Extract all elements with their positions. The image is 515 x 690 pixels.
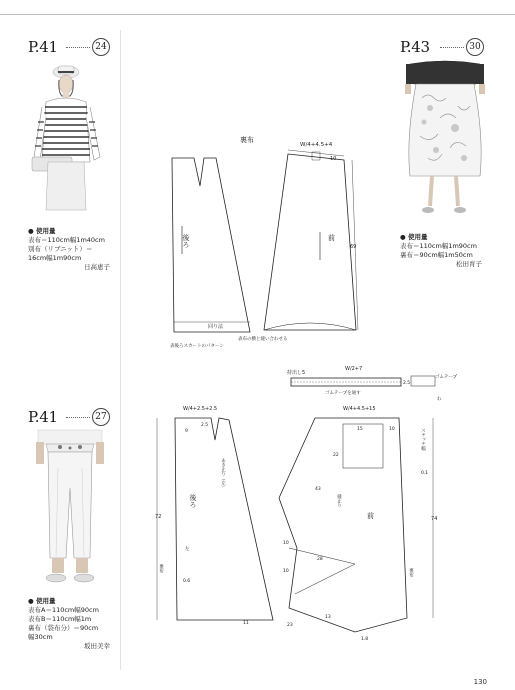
note-side-seam: 表布の横と縫い合わせる — [238, 337, 288, 342]
materials-line: 16cm幅1m90cm — [28, 254, 82, 262]
d-0-6: 0.6 — [183, 579, 191, 584]
front-label: 前 — [328, 234, 335, 242]
d-13: 13 — [325, 615, 331, 620]
lining-note-front: 裏布 — [408, 568, 414, 577]
d-1-8: 1.8 — [361, 637, 369, 642]
dim-69: 69 — [350, 244, 357, 250]
entry-page-label — [400, 38, 430, 56]
back-label: 後ろ — [182, 234, 190, 248]
front-skirt-label: 前 — [367, 512, 374, 520]
model-photo-striped-top — [28, 62, 108, 212]
tape-label: ゴムテープ — [435, 375, 458, 380]
d-10b: 10 — [283, 541, 289, 546]
materials-line: 裏布（袋布分）＝90cm — [28, 624, 99, 632]
materials-block — [400, 233, 482, 269]
lining-title: 裏布 — [240, 136, 254, 144]
leader-dots — [66, 417, 90, 418]
d-22: 22 — [333, 453, 339, 458]
note-back-pattern: 表後ろスカートのパターン — [170, 344, 224, 349]
waistband-label: 持出し5 — [287, 370, 306, 376]
sidebar-divider — [120, 30, 121, 670]
d-74: 74 — [431, 516, 438, 522]
model-photo-printed-skirt — [400, 58, 490, 223]
d-28: 28 — [317, 557, 323, 562]
materials-line: 表布＝110cm幅1m40cm — [28, 236, 105, 244]
pocket-outline — [343, 424, 383, 468]
fold-mark: わ — [437, 397, 442, 402]
materials-heading: ● 使用量 — [28, 597, 56, 605]
waist-formula: W/4+4.5+4 — [300, 142, 333, 148]
materials-line: 幅30cm — [28, 633, 53, 641]
materials-line: 表布＝110cm幅1m90cm — [400, 242, 477, 250]
entry-page-number: P.41 — [28, 408, 58, 426]
front-waist-formula: W/4+4.5+15 — [343, 406, 376, 412]
leader-dots — [66, 47, 90, 48]
d-2-5: 2.5 — [201, 423, 209, 428]
d-9: 9 — [185, 429, 188, 434]
back-skirt-piece — [175, 418, 273, 620]
materials-line: 表布B＝110cm幅1m — [28, 615, 92, 623]
materials-heading: ● 使用量 — [28, 227, 56, 235]
materials-block — [28, 597, 110, 651]
materials-line: 表布A＝110cm幅90cm — [28, 606, 99, 614]
outer-skirt-pattern — [155, 398, 445, 648]
stitch-label: ステッチ幅 — [420, 428, 426, 451]
materials-line: 別布（リブニット）＝ — [28, 245, 93, 253]
materials-block — [28, 227, 110, 272]
dim-10: 10 — [330, 156, 337, 162]
entry-page-number: P.43 — [400, 38, 430, 56]
side-left: 左 — [185, 547, 190, 552]
waistband-formula: W/2+7 — [345, 366, 363, 372]
pattern-number-badge: 24 — [92, 38, 110, 56]
d-11: 11 — [243, 621, 249, 626]
model-photo-white-pants — [30, 428, 110, 593]
stitch-width: 0.1 — [421, 471, 429, 476]
back-skirt-label: 後ろ — [189, 494, 197, 508]
d-10c: 10 — [283, 569, 289, 574]
lining-skirt-pattern — [160, 130, 360, 350]
waistband-pattern — [285, 362, 465, 402]
waistband-dim: 2.5 — [403, 381, 411, 386]
d-15: 15 — [357, 427, 363, 432]
lining-note: 裏布 — [158, 564, 164, 573]
materials-heading: ● 使用量 — [400, 233, 428, 241]
hem-label: 回り法 — [208, 324, 224, 330]
page-number: 130 — [473, 678, 487, 686]
entry-page-label — [28, 408, 58, 426]
designer-name: 坂田美幸 — [84, 642, 110, 650]
back-waist-formula: W/4+2.5+2.5 — [183, 406, 218, 412]
waistband-note: ゴムテープを通す — [325, 391, 361, 396]
pattern-number-badge: 30 — [466, 38, 484, 56]
d-43: 43 — [315, 487, 321, 492]
entry-page-number: P.41 — [28, 38, 58, 56]
leader-dots — [440, 47, 464, 48]
materials-line: 裏布＝90cm幅1m50cm — [400, 251, 473, 259]
designer-name: 日高恵子 — [84, 263, 110, 271]
d-72: 72 — [155, 514, 162, 520]
pattern-number-badge: 27 — [92, 408, 110, 426]
designer-name: 松田育子 — [456, 260, 482, 268]
opening-label: あき止り（左） — [220, 458, 226, 490]
front-lining-piece — [264, 154, 356, 330]
pocket-stop-label: 縫止り — [336, 494, 342, 508]
entry-page-label — [28, 38, 58, 56]
header-rule — [0, 14, 515, 15]
d-23: 23 — [287, 623, 293, 628]
d-10: 10 — [389, 427, 395, 432]
